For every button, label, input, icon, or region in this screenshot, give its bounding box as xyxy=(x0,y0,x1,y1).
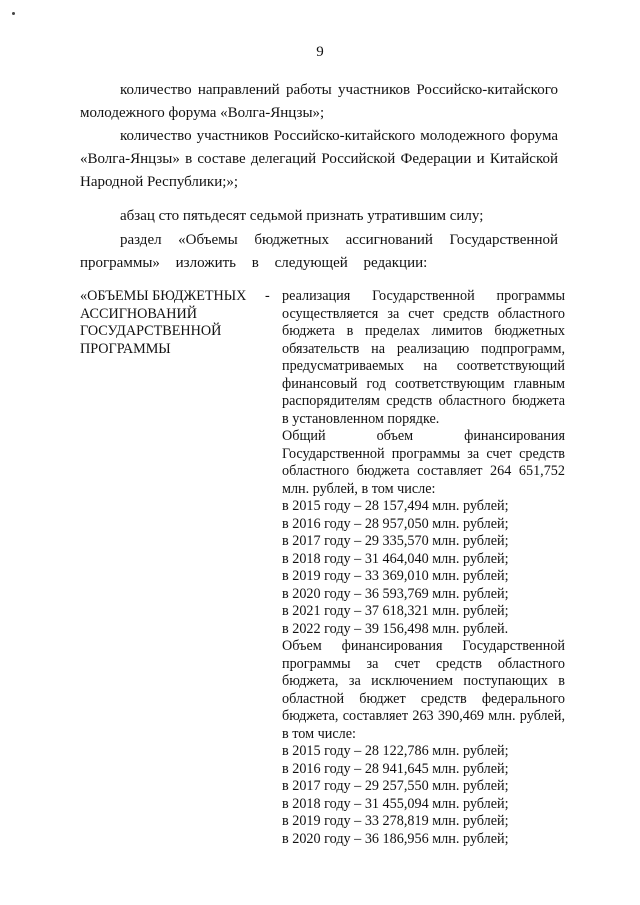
list-item: в 2015 году – 28 122,786 млн. рублей; xyxy=(282,743,509,759)
list-item: в 2017 году – 29 335,570 млн. рублей; xyxy=(282,533,509,549)
list-item: в 2019 году – 33 369,010 млн. рублей; xyxy=(282,568,509,584)
list-item: в 2018 году – 31 464,040 млн. рублей; xyxy=(282,550,509,567)
list-item: в 2021 году – 37 618,321 млн. рублей; xyxy=(282,603,509,619)
total-years-list xyxy=(282,498,565,638)
list-item: в 2018 году – 31 455,094 млн. рублей; xyxy=(282,795,509,812)
list-item: в 2019 году – 33 278,819 млн. рублей; xyxy=(282,813,509,829)
budget-section-content xyxy=(282,288,565,848)
section-dash: - xyxy=(265,288,270,304)
list-item: в 2020 году – 36 186,956 млн. рублей; xyxy=(282,830,509,847)
list-item: в 2016 году – 28 941,645 млн. рублей; xyxy=(282,760,509,777)
paragraph-forum-participants: количество участников Российско-китайского молодежного форума «Волга-Янцзы» в составе делегаций Российской Федерации и Китайской Народной Республики;»; xyxy=(80,128,558,190)
page-number: 9 xyxy=(316,44,324,60)
excl-years-list xyxy=(282,743,565,848)
paragraph-section-edit: раздел «Объемы бюджетных ассигнований Государственной программы» изложить в следующей редакции: xyxy=(80,232,558,271)
list-item: в 2022 году – 39 156,498 млн. рублей. xyxy=(282,620,509,637)
list-item: в 2020 году – 36 593,769 млн. рублей; xyxy=(282,585,509,602)
list-item: в 2017 году – 29 257,550 млн. рублей; xyxy=(282,778,509,794)
paragraph-abolished: абзац сто пятьдесят седьмой признать утратившим силу; xyxy=(120,208,484,224)
total-financing-text: Общий объем финансирования Государственной программы за счет средств областного бюджета составляет 264 651,752 млн. рублей, в том числе: xyxy=(282,428,565,497)
list-item: в 2016 году – 28 957,050 млн. рублей; xyxy=(282,515,509,532)
implementation-text: реализация Государственной программы осуществляется за счет средств областного бюджета в пределах лимитов бюджетных обязательств на реализацию подпрограмм, предусматриваемых на соответствующий финансовый год соответствующим главным распорядителям средств областного бюджета в установленном порядке. xyxy=(282,288,565,427)
budget-section-title: «ОБЪЕМЫ БЮДЖЕТНЫХ АССИГНОВАНИЙ ГОСУДАРСТВЕННОЙ ПРОГРАММЫ xyxy=(80,288,247,357)
scan-mark xyxy=(12,12,15,15)
list-item: в 2015 году – 28 157,494 млн. рублей; xyxy=(282,498,509,514)
paragraph-forum-directions: количество направлений работы участников Российско-китайского молодежного форума «Волга-Янцзы»; xyxy=(80,82,558,121)
excl-federal-financing-text: Объем финансирования Государственной программы за счет средств областного бюджета, за исключением поступающих в областной бюджет средств федерального бюджета, составляет 263 390,469 млн. рублей, в том числе: xyxy=(282,638,565,742)
